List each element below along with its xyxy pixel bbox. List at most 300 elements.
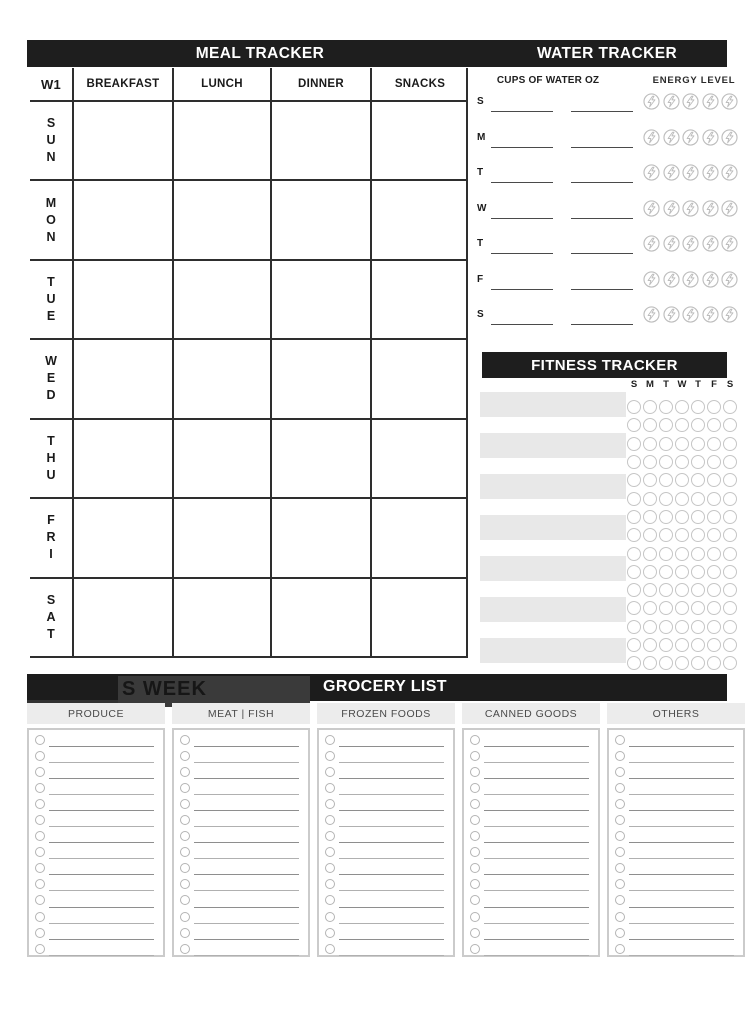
fitness-day-circle[interactable] <box>675 547 689 561</box>
grocery-item-line[interactable] <box>49 907 154 908</box>
grocery-checkbox-circle[interactable] <box>470 783 480 793</box>
fitness-day-circle[interactable] <box>659 638 673 652</box>
grocery-item-line[interactable] <box>484 907 589 908</box>
grocery-item-line[interactable] <box>339 907 444 908</box>
lightning-bolt-circle-icon[interactable] <box>702 93 719 110</box>
fitness-day-circle[interactable] <box>627 565 641 579</box>
fitness-day-circle[interactable] <box>675 473 689 487</box>
grocery-checkbox-circle[interactable] <box>180 912 190 922</box>
lightning-bolt-circle-icon[interactable] <box>721 93 738 110</box>
grocery-item-line[interactable] <box>49 858 154 859</box>
fitness-day-circle[interactable] <box>627 638 641 652</box>
fitness-day-circle[interactable] <box>675 400 689 414</box>
lightning-bolt-circle-icon[interactable] <box>721 235 738 252</box>
grocery-checkbox-circle[interactable] <box>35 751 45 761</box>
fitness-day-circle[interactable] <box>691 400 705 414</box>
oz-fill-line[interactable] <box>571 182 633 183</box>
grocery-item-line[interactable] <box>339 939 444 940</box>
grocery-checkbox-circle[interactable] <box>470 831 480 841</box>
grocery-item-line[interactable] <box>49 939 154 940</box>
grocery-checkbox-circle[interactable] <box>180 767 190 777</box>
grocery-checkbox-circle[interactable] <box>470 912 480 922</box>
lightning-bolt-circle-icon[interactable] <box>663 271 680 288</box>
fitness-day-circle[interactable] <box>659 620 673 634</box>
lightning-bolt-circle-icon[interactable] <box>682 200 699 217</box>
grocery-item-line[interactable] <box>629 874 734 875</box>
grocery-item-line[interactable] <box>629 923 734 924</box>
grocery-checkbox-circle[interactable] <box>470 735 480 745</box>
grocery-item-line[interactable] <box>194 923 299 924</box>
meal-entry-cell[interactable] <box>172 338 270 417</box>
lightning-bolt-circle-icon[interactable] <box>721 306 738 323</box>
fitness-day-circle[interactable] <box>691 473 705 487</box>
grocery-item-line[interactable] <box>484 762 589 763</box>
grocery-item-line[interactable] <box>339 826 444 827</box>
grocery-item-line[interactable] <box>339 858 444 859</box>
grocery-checkbox-circle[interactable] <box>325 815 335 825</box>
grocery-item-line[interactable] <box>339 762 444 763</box>
fitness-day-circle[interactable] <box>627 547 641 561</box>
meal-entry-cell[interactable] <box>72 418 172 497</box>
grocery-checkbox-circle[interactable] <box>615 815 625 825</box>
fitness-day-circle[interactable] <box>691 601 705 615</box>
fitness-day-circle[interactable] <box>675 528 689 542</box>
fitness-day-circle[interactable] <box>627 528 641 542</box>
grocery-item-line[interactable] <box>484 778 589 779</box>
fitness-day-circle[interactable] <box>643 565 657 579</box>
grocery-item-line[interactable] <box>629 794 734 795</box>
grocery-item-line[interactable] <box>339 794 444 795</box>
fitness-day-circle[interactable] <box>707 528 721 542</box>
fitness-day-circle[interactable] <box>723 510 737 524</box>
fitness-day-circle[interactable] <box>723 565 737 579</box>
lightning-bolt-circle-icon[interactable] <box>643 306 660 323</box>
grocery-item-line[interactable] <box>484 810 589 811</box>
grocery-item-line[interactable] <box>194 762 299 763</box>
oz-fill-line[interactable] <box>571 147 633 148</box>
fitness-day-circle[interactable] <box>707 473 721 487</box>
fitness-day-circle[interactable] <box>659 400 673 414</box>
grocery-checkbox-circle[interactable] <box>325 863 335 873</box>
grocery-item-line[interactable] <box>484 842 589 843</box>
fitness-day-circle[interactable] <box>659 565 673 579</box>
fitness-day-circle[interactable] <box>659 583 673 597</box>
grocery-item-line[interactable] <box>484 826 589 827</box>
grocery-checkbox-circle[interactable] <box>325 895 335 905</box>
fitness-day-circle[interactable] <box>675 437 689 451</box>
grocery-checkbox-circle[interactable] <box>35 767 45 777</box>
meal-entry-cell[interactable] <box>270 338 370 417</box>
fitness-day-circle[interactable] <box>627 400 641 414</box>
lightning-bolt-circle-icon[interactable] <box>643 93 660 110</box>
fitness-day-circle[interactable] <box>659 418 673 432</box>
fitness-day-circle[interactable] <box>675 601 689 615</box>
grocery-checkbox-circle[interactable] <box>325 831 335 841</box>
meal-entry-cell[interactable] <box>370 497 468 576</box>
cups-fill-line[interactable] <box>491 147 553 148</box>
meal-entry-cell[interactable] <box>172 100 270 179</box>
grocery-item-line[interactable] <box>194 746 299 747</box>
meal-entry-cell[interactable] <box>270 497 370 576</box>
lightning-bolt-circle-icon[interactable] <box>663 306 680 323</box>
grocery-item-line[interactable] <box>629 858 734 859</box>
fitness-day-circle[interactable] <box>643 656 657 670</box>
fitness-activity-field[interactable] <box>480 392 626 417</box>
fitness-day-circle[interactable] <box>643 620 657 634</box>
fitness-day-circle[interactable] <box>691 565 705 579</box>
fitness-day-circle[interactable] <box>691 528 705 542</box>
grocery-item-line[interactable] <box>194 955 299 956</box>
grocery-checkbox-circle[interactable] <box>180 783 190 793</box>
meal-entry-cell[interactable] <box>72 338 172 417</box>
grocery-checkbox-circle[interactable] <box>615 879 625 889</box>
meal-entry-cell[interactable] <box>72 179 172 258</box>
fitness-day-circle[interactable] <box>723 601 737 615</box>
meal-entry-cell[interactable] <box>370 100 468 179</box>
fitness-day-circle[interactable] <box>707 400 721 414</box>
grocery-checkbox-circle[interactable] <box>615 863 625 873</box>
fitness-day-circle[interactable] <box>659 473 673 487</box>
fitness-day-circle[interactable] <box>691 455 705 469</box>
grocery-item-line[interactable] <box>629 907 734 908</box>
grocery-item-line[interactable] <box>49 810 154 811</box>
grocery-item-line[interactable] <box>484 955 589 956</box>
fitness-day-circle[interactable] <box>627 510 641 524</box>
fitness-day-circle[interactable] <box>707 565 721 579</box>
fitness-day-circle[interactable] <box>707 620 721 634</box>
fitness-day-circle[interactable] <box>627 437 641 451</box>
fitness-day-circle[interactable] <box>707 437 721 451</box>
grocery-checkbox-circle[interactable] <box>615 735 625 745</box>
fitness-day-circle[interactable] <box>723 492 737 506</box>
grocery-item-line[interactable] <box>629 842 734 843</box>
grocery-item-line[interactable] <box>49 762 154 763</box>
grocery-checkbox-circle[interactable] <box>180 895 190 905</box>
fitness-day-circle[interactable] <box>691 418 705 432</box>
fitness-activity-field[interactable] <box>480 474 626 499</box>
grocery-checkbox-circle[interactable] <box>35 783 45 793</box>
fitness-day-circle[interactable] <box>691 620 705 634</box>
grocery-checkbox-circle[interactable] <box>615 783 625 793</box>
fitness-day-circle[interactable] <box>691 638 705 652</box>
fitness-day-circle[interactable] <box>675 656 689 670</box>
grocery-item-line[interactable] <box>194 907 299 908</box>
grocery-item-line[interactable] <box>629 810 734 811</box>
fitness-day-circle[interactable] <box>659 510 673 524</box>
lightning-bolt-circle-icon[interactable] <box>682 306 699 323</box>
grocery-checkbox-circle[interactable] <box>470 847 480 857</box>
grocery-checkbox-circle[interactable] <box>325 799 335 809</box>
meal-entry-cell[interactable] <box>172 418 270 497</box>
grocery-item-line[interactable] <box>629 890 734 891</box>
lightning-bolt-circle-icon[interactable] <box>663 235 680 252</box>
grocery-checkbox-circle[interactable] <box>615 847 625 857</box>
lightning-bolt-circle-icon[interactable] <box>682 129 699 146</box>
grocery-item-line[interactable] <box>194 890 299 891</box>
fitness-day-circle[interactable] <box>707 656 721 670</box>
fitness-day-circle[interactable] <box>643 547 657 561</box>
fitness-day-circle[interactable] <box>659 528 673 542</box>
fitness-activity-field[interactable] <box>480 597 626 622</box>
grocery-item-line[interactable] <box>484 874 589 875</box>
meal-entry-cell[interactable] <box>270 418 370 497</box>
grocery-item-line[interactable] <box>339 778 444 779</box>
fitness-day-circle[interactable] <box>723 620 737 634</box>
fitness-day-circle[interactable] <box>691 656 705 670</box>
lightning-bolt-circle-icon[interactable] <box>702 235 719 252</box>
lightning-bolt-circle-icon[interactable] <box>643 200 660 217</box>
grocery-checkbox-circle[interactable] <box>180 735 190 745</box>
meal-entry-cell[interactable] <box>172 259 270 338</box>
fitness-day-circle[interactable] <box>643 583 657 597</box>
grocery-checkbox-circle[interactable] <box>325 767 335 777</box>
fitness-day-circle[interactable] <box>707 492 721 506</box>
fitness-day-circle[interactable] <box>643 455 657 469</box>
fitness-day-circle[interactable] <box>627 656 641 670</box>
meal-entry-cell[interactable] <box>370 577 468 656</box>
grocery-checkbox-circle[interactable] <box>325 783 335 793</box>
fitness-day-circle[interactable] <box>723 638 737 652</box>
grocery-checkbox-circle[interactable] <box>325 928 335 938</box>
meal-entry-cell[interactable] <box>370 418 468 497</box>
meal-entry-cell[interactable] <box>370 179 468 258</box>
grocery-item-line[interactable] <box>484 939 589 940</box>
grocery-checkbox-circle[interactable] <box>35 879 45 889</box>
grocery-checkbox-circle[interactable] <box>615 767 625 777</box>
fitness-day-circle[interactable] <box>643 492 657 506</box>
fitness-day-circle[interactable] <box>643 473 657 487</box>
meal-entry-cell[interactable] <box>172 497 270 576</box>
grocery-item-line[interactable] <box>339 746 444 747</box>
grocery-checkbox-circle[interactable] <box>35 895 45 905</box>
lightning-bolt-circle-icon[interactable] <box>682 271 699 288</box>
grocery-checkbox-circle[interactable] <box>35 815 45 825</box>
grocery-checkbox-circle[interactable] <box>615 912 625 922</box>
meal-entry-cell[interactable] <box>72 497 172 576</box>
grocery-item-line[interactable] <box>339 874 444 875</box>
fitness-day-circle[interactable] <box>723 437 737 451</box>
grocery-checkbox-circle[interactable] <box>325 847 335 857</box>
fitness-activity-field[interactable] <box>480 556 626 581</box>
grocery-checkbox-circle[interactable] <box>615 928 625 938</box>
grocery-item-line[interactable] <box>629 746 734 747</box>
lightning-bolt-circle-icon[interactable] <box>721 129 738 146</box>
fitness-day-circle[interactable] <box>627 601 641 615</box>
grocery-item-line[interactable] <box>629 778 734 779</box>
grocery-item-line[interactable] <box>49 794 154 795</box>
lightning-bolt-circle-icon[interactable] <box>702 271 719 288</box>
fitness-day-circle[interactable] <box>707 418 721 432</box>
grocery-checkbox-circle[interactable] <box>325 944 335 954</box>
fitness-day-circle[interactable] <box>723 656 737 670</box>
lightning-bolt-circle-icon[interactable] <box>643 164 660 181</box>
fitness-day-circle[interactable] <box>675 455 689 469</box>
fitness-day-circle[interactable] <box>643 418 657 432</box>
meal-entry-cell[interactable] <box>270 179 370 258</box>
grocery-checkbox-circle[interactable] <box>615 944 625 954</box>
meal-entry-cell[interactable] <box>370 338 468 417</box>
oz-fill-line[interactable] <box>571 324 633 325</box>
fitness-day-circle[interactable] <box>723 583 737 597</box>
grocery-checkbox-circle[interactable] <box>180 944 190 954</box>
grocery-item-line[interactable] <box>49 874 154 875</box>
grocery-checkbox-circle[interactable] <box>180 863 190 873</box>
grocery-item-line[interactable] <box>339 923 444 924</box>
fitness-day-circle[interactable] <box>691 510 705 524</box>
grocery-item-line[interactable] <box>49 746 154 747</box>
grocery-item-line[interactable] <box>339 955 444 956</box>
meal-entry-cell[interactable] <box>270 100 370 179</box>
grocery-checkbox-circle[interactable] <box>470 751 480 761</box>
grocery-item-line[interactable] <box>49 890 154 891</box>
meal-entry-cell[interactable] <box>270 259 370 338</box>
fitness-day-circle[interactable] <box>691 547 705 561</box>
grocery-item-line[interactable] <box>49 923 154 924</box>
grocery-item-line[interactable] <box>339 842 444 843</box>
meal-entry-cell[interactable] <box>72 100 172 179</box>
fitness-day-circle[interactable] <box>659 601 673 615</box>
fitness-day-circle[interactable] <box>643 601 657 615</box>
grocery-item-line[interactable] <box>194 939 299 940</box>
fitness-day-circle[interactable] <box>659 547 673 561</box>
cups-fill-line[interactable] <box>491 182 553 183</box>
fitness-day-circle[interactable] <box>675 583 689 597</box>
grocery-checkbox-circle[interactable] <box>470 863 480 873</box>
meal-entry-cell[interactable] <box>370 259 468 338</box>
cups-fill-line[interactable] <box>491 253 553 254</box>
cups-fill-line[interactable] <box>491 289 553 290</box>
fitness-day-circle[interactable] <box>659 656 673 670</box>
grocery-item-line[interactable] <box>194 778 299 779</box>
grocery-checkbox-circle[interactable] <box>325 751 335 761</box>
grocery-checkbox-circle[interactable] <box>470 767 480 777</box>
grocery-item-line[interactable] <box>629 939 734 940</box>
lightning-bolt-circle-icon[interactable] <box>702 129 719 146</box>
grocery-checkbox-circle[interactable] <box>35 799 45 809</box>
oz-fill-line[interactable] <box>571 289 633 290</box>
grocery-checkbox-circle[interactable] <box>470 815 480 825</box>
grocery-item-line[interactable] <box>194 826 299 827</box>
cups-fill-line[interactable] <box>491 324 553 325</box>
lightning-bolt-circle-icon[interactable] <box>663 93 680 110</box>
grocery-checkbox-circle[interactable] <box>35 912 45 922</box>
grocery-item-line[interactable] <box>49 826 154 827</box>
fitness-day-circle[interactable] <box>707 547 721 561</box>
lightning-bolt-circle-icon[interactable] <box>702 164 719 181</box>
grocery-checkbox-circle[interactable] <box>180 831 190 841</box>
meal-entry-cell[interactable] <box>172 179 270 258</box>
grocery-checkbox-circle[interactable] <box>325 879 335 889</box>
grocery-item-line[interactable] <box>484 794 589 795</box>
grocery-item-line[interactable] <box>629 762 734 763</box>
grocery-checkbox-circle[interactable] <box>615 751 625 761</box>
fitness-day-circle[interactable] <box>659 492 673 506</box>
grocery-item-line[interactable] <box>484 858 589 859</box>
fitness-day-circle[interactable] <box>723 400 737 414</box>
grocery-item-line[interactable] <box>194 874 299 875</box>
lightning-bolt-circle-icon[interactable] <box>643 271 660 288</box>
grocery-item-line[interactable] <box>194 842 299 843</box>
fitness-day-circle[interactable] <box>707 638 721 652</box>
lightning-bolt-circle-icon[interactable] <box>663 129 680 146</box>
grocery-item-line[interactable] <box>339 810 444 811</box>
meal-entry-cell[interactable] <box>270 577 370 656</box>
meal-entry-cell[interactable] <box>172 577 270 656</box>
fitness-day-circle[interactable] <box>707 601 721 615</box>
fitness-day-circle[interactable] <box>627 473 641 487</box>
fitness-day-circle[interactable] <box>723 547 737 561</box>
fitness-day-circle[interactable] <box>691 492 705 506</box>
oz-fill-line[interactable] <box>571 253 633 254</box>
fitness-activity-field[interactable] <box>480 515 626 540</box>
grocery-checkbox-circle[interactable] <box>470 895 480 905</box>
grocery-checkbox-circle[interactable] <box>615 799 625 809</box>
grocery-checkbox-circle[interactable] <box>470 799 480 809</box>
lightning-bolt-circle-icon[interactable] <box>721 271 738 288</box>
fitness-activity-field[interactable] <box>480 433 626 458</box>
fitness-day-circle[interactable] <box>675 638 689 652</box>
fitness-day-circle[interactable] <box>675 510 689 524</box>
meal-entry-cell[interactable] <box>72 259 172 338</box>
grocery-checkbox-circle[interactable] <box>35 863 45 873</box>
grocery-checkbox-circle[interactable] <box>35 831 45 841</box>
fitness-day-circle[interactable] <box>707 455 721 469</box>
grocery-checkbox-circle[interactable] <box>325 735 335 745</box>
grocery-checkbox-circle[interactable] <box>325 912 335 922</box>
fitness-day-circle[interactable] <box>723 455 737 469</box>
grocery-checkbox-circle[interactable] <box>180 928 190 938</box>
fitness-day-circle[interactable] <box>627 620 641 634</box>
lightning-bolt-circle-icon[interactable] <box>663 164 680 181</box>
fitness-day-circle[interactable] <box>691 583 705 597</box>
grocery-checkbox-circle[interactable] <box>180 847 190 857</box>
fitness-day-circle[interactable] <box>659 437 673 451</box>
lightning-bolt-circle-icon[interactable] <box>721 200 738 217</box>
oz-fill-line[interactable] <box>571 218 633 219</box>
lightning-bolt-circle-icon[interactable] <box>682 164 699 181</box>
grocery-checkbox-circle[interactable] <box>470 928 480 938</box>
lightning-bolt-circle-icon[interactable] <box>643 235 660 252</box>
grocery-item-line[interactable] <box>194 794 299 795</box>
grocery-checkbox-circle[interactable] <box>35 735 45 745</box>
fitness-day-circle[interactable] <box>707 510 721 524</box>
fitness-day-circle[interactable] <box>659 455 673 469</box>
grocery-checkbox-circle[interactable] <box>180 799 190 809</box>
lightning-bolt-circle-icon[interactable] <box>682 235 699 252</box>
grocery-checkbox-circle[interactable] <box>180 751 190 761</box>
grocery-item-line[interactable] <box>629 826 734 827</box>
grocery-checkbox-circle[interactable] <box>615 831 625 841</box>
oz-fill-line[interactable] <box>571 111 633 112</box>
fitness-day-circle[interactable] <box>675 620 689 634</box>
fitness-day-circle[interactable] <box>723 473 737 487</box>
grocery-checkbox-circle[interactable] <box>35 944 45 954</box>
grocery-checkbox-circle[interactable] <box>180 879 190 889</box>
lightning-bolt-circle-icon[interactable] <box>702 200 719 217</box>
lightning-bolt-circle-icon[interactable] <box>721 164 738 181</box>
fitness-activity-field[interactable] <box>480 638 626 663</box>
fitness-day-circle[interactable] <box>675 418 689 432</box>
fitness-day-circle[interactable] <box>707 583 721 597</box>
grocery-item-line[interactable] <box>194 810 299 811</box>
grocery-item-line[interactable] <box>484 746 589 747</box>
grocery-item-line[interactable] <box>484 890 589 891</box>
lightning-bolt-circle-icon[interactable] <box>643 129 660 146</box>
grocery-checkbox-circle[interactable] <box>35 928 45 938</box>
fitness-day-circle[interactable] <box>643 638 657 652</box>
fitness-day-circle[interactable] <box>643 437 657 451</box>
grocery-checkbox-circle[interactable] <box>470 879 480 889</box>
